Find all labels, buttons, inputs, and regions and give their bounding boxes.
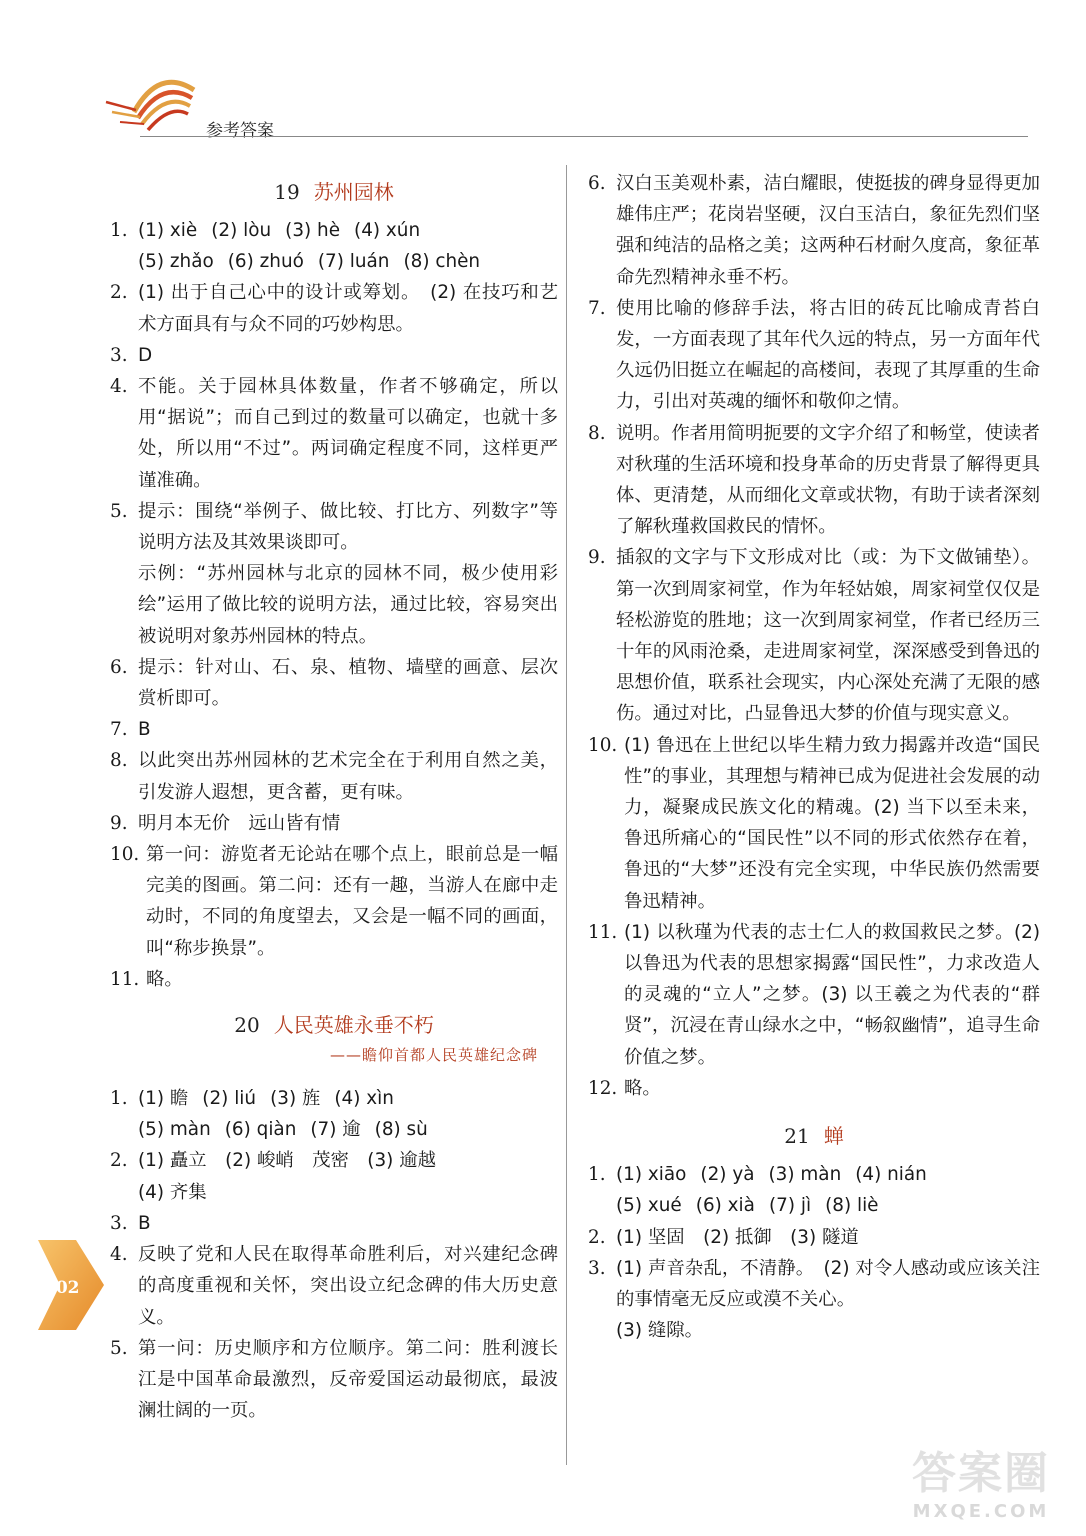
answer-item <box>110 1083 558 1145</box>
answer-number: 8. <box>588 422 606 444</box>
answer-number: 6. <box>588 173 606 194</box>
answer-text: B <box>138 719 151 741</box>
answer-number: 6. <box>110 656 128 678</box>
answer-number: 1. <box>110 220 128 241</box>
answer-item <box>110 1208 558 1239</box>
answer-text: B <box>138 1212 151 1234</box>
answer-item <box>588 730 1040 917</box>
pinyin-answer: (6) zhuó <box>227 251 304 273</box>
answer-number: 7. <box>588 297 606 319</box>
pinyin-answer: (5) màn <box>138 1119 211 1141</box>
answer-text: 不能。关于园林具体数量，作者不够确定，所以用“据说”；而自己到过的数量可以确定，也就十多处，所以用“不过”。两词确定程度不同，这样更严谨准确。 <box>138 376 558 491</box>
answer-number: 7. <box>110 719 128 741</box>
answer-text: 略。 <box>146 968 183 990</box>
answer-item <box>588 1222 1040 1253</box>
answer-text: 明月本无价 远山皆有情 <box>138 812 341 834</box>
section-subtitle: ——瞻仰首都人民英雄纪念碑 <box>329 1046 538 1065</box>
pinyin-answer: (1) xiè <box>138 220 198 241</box>
pinyin-answer: (3) 旌 <box>270 1088 321 1110</box>
answer-item <box>110 1239 558 1333</box>
section-name: 人民英雄永垂不朽 <box>273 1013 434 1038</box>
watermark-text: 答案圈 <box>912 1448 1050 1499</box>
answer-text: 说明。作者用简明扼要的文字介绍了和畅堂，使读者对秋瑾的生活环境和投身革命的历史背景了解得更具体、更清楚，从而细化文章或状物，有助于读者深刻了解秋瑾救国救民的情怀。 <box>616 422 1040 538</box>
answer-text: 反映了党和人民在取得革命胜利后，对兴建纪念碑的高度重视和关怀，突出设立纪念碑的伟大历史意义。 <box>138 1244 558 1328</box>
section-20-title <box>110 1009 558 1038</box>
answer-number: 11. <box>110 968 140 990</box>
answer-number: 4. <box>110 1244 128 1266</box>
answer-item <box>110 496 558 652</box>
pinyin-answer: (8) sù <box>374 1119 428 1141</box>
answer-number: 5. <box>110 500 128 522</box>
answer-item <box>588 1159 1040 1221</box>
pinyin-answer: (1) xiāo <box>616 1164 687 1186</box>
answer-example: 示例：“苏州园林与北京的园林不同，极少使用彩绘”运用了做比较的说明方法，通过比较，容易突出被说明对象苏州园林的特点。 <box>138 563 558 647</box>
answer-text-line: (4) 齐集 <box>138 1181 207 1203</box>
answer-item <box>110 371 558 496</box>
answer-item <box>110 964 558 995</box>
answer-text: (1) 以秋瑾为代表的志士仁人的救国救民之梦。(2) 以鲁迅为代表的思想家揭露“国民性”，力求改造人的灵魂的“立人”之梦。(3) 以王羲之为代表的“群贤”，沉浸在青山绿水之中，“畅叙幽情”，追寻生命价值之梦。 <box>624 921 1040 1068</box>
answer-item <box>588 917 1040 1073</box>
answer-number: 5. <box>110 1337 128 1359</box>
answer-text: 提示：针对山、石、泉、植物、墙壁的画意、层次赏析即可。 <box>138 656 558 710</box>
section-21-title <box>588 1120 1040 1149</box>
pinyin-row <box>138 1114 558 1145</box>
pinyin-answer: (4) xún <box>354 220 421 241</box>
answer-item <box>110 277 558 339</box>
pinyin-answer: (5) xué <box>616 1195 682 1217</box>
pinyin-answer: (3) màn <box>768 1164 842 1186</box>
header-logo-icon <box>104 72 204 142</box>
answer-number: 2. <box>110 1150 128 1172</box>
answer-item <box>110 745 558 807</box>
answer-item <box>588 168 1040 293</box>
answer-number: 9. <box>110 812 128 834</box>
answer-number: 8. <box>110 750 128 772</box>
page-number: 202 <box>44 1278 80 1298</box>
answer-item <box>588 418 1040 543</box>
answer-text: (1) 声音杂乱，不清静。 (2) 对令人感动或应该关注的事情毫无反应或漠不关心。 <box>616 1257 1040 1310</box>
pinyin-answer: (5) zhǎo <box>138 251 214 273</box>
pinyin-answer: (6) xià <box>695 1195 755 1217</box>
answer-item <box>110 340 558 371</box>
answer-number: 11. <box>588 921 618 943</box>
header-title: 参考答案 <box>206 121 274 141</box>
answer-item <box>588 542 1040 729</box>
pinyin-answer: (8) chèn <box>403 251 481 273</box>
answer-number: 4. <box>110 376 128 398</box>
answer-number: 3. <box>110 1212 128 1234</box>
header-rule <box>140 136 1028 137</box>
answer-text: (1) 矗立 (2) 峻峭 茂密 (3) 逾越 <box>138 1150 436 1172</box>
left-column <box>110 168 558 1426</box>
section-name: 苏州园林 <box>313 180 394 204</box>
pinyin-answer: (4) nián <box>855 1164 927 1186</box>
answer-text: 汉白玉美观朴素，洁白耀眼，使挺拔的碑身显得更加雄伟庄严；花岗岩坚硬，汉白玉洁白，象征先烈们坚强和纯洁的品格之美；这两种石材耐久度高，象征革命先烈精神永垂不朽。 <box>616 173 1040 288</box>
section-19-title <box>110 176 558 205</box>
answer-item <box>588 1073 1040 1104</box>
section-number: 21 <box>784 1124 810 1149</box>
pinyin-row <box>138 1083 558 1114</box>
pinyin-row <box>616 1190 1040 1221</box>
pinyin-answer: (8) liè <box>825 1195 879 1217</box>
pinyin-answer: (7) luán <box>317 251 390 273</box>
pinyin-row <box>616 1159 1040 1190</box>
answer-text: 使用比喻的修辞手法，将古旧的砖瓦比喻成青苔白发，一方面表现了其年代久远的特点，另一方面年代久远仍旧挺立在崛起的高楼间，表现了其厚重的生命力，引出对英魂的缅怀和敬仰之情。 <box>616 297 1040 413</box>
answer-number: 9. <box>588 547 606 569</box>
pinyin-row <box>138 215 558 246</box>
answer-number: 1. <box>110 1088 128 1110</box>
pinyin-answer: (3) hè <box>285 220 341 241</box>
section-name: 蝉 <box>823 1124 844 1149</box>
answer-text: (1) 出于自己心中的设计或筹划。 (2) 在技巧和艺术方面具有与众不同的巧妙构思。 <box>138 282 558 335</box>
pinyin-row <box>138 246 558 277</box>
pinyin-answer: (6) qiàn <box>224 1119 297 1141</box>
answer-number: 3. <box>588 1257 606 1279</box>
section-number: 20 <box>234 1013 260 1038</box>
answer-item <box>110 1333 558 1427</box>
answer-text-line: (3) 缝隙。 <box>616 1320 704 1342</box>
answer-number: 1. <box>588 1164 606 1186</box>
pinyin-answer: (7) jì <box>768 1195 812 1217</box>
pinyin-answer: (7) 逾 <box>310 1119 361 1141</box>
right-column <box>588 168 1040 1346</box>
answer-item <box>110 839 558 964</box>
answer-number: 10. <box>110 844 140 866</box>
answer-item <box>588 293 1040 418</box>
pinyin-answer: (4) xìn <box>334 1088 394 1110</box>
answer-text: (1) 鲁迅在上世纪以毕生精力致力揭露并改造“国民性”的事业，其理想与精神已成为促进社会发展的动力，凝聚成民族文化的精魂。(2) 当下以至未来，鲁迅所痛心的“国民性”以不同的形式依然存在着，鲁迅的“大梦”还没有完全实现，中华民族仍然需要鲁迅精神。 <box>624 734 1040 912</box>
answer-item <box>110 808 558 839</box>
answer-text: 插叙的文字与下文形成对比（或：为下文做铺垫）。第一次到周家祠堂，作为年轻姑娘，周家祠堂仅仅是轻松游览的胜地；这一次到周家祠堂，作者已经历三十年的风雨沧桑，走进周家祠堂，深深感受到鲁迅的思想价值，联系社会现实，内心深处充满了无限的感伤。通过对比，凸显鲁迅大梦的价值与现实意义。 <box>616 547 1040 725</box>
answer-text: 第一问：游览者无论站在哪个点上，眼前总是一幅完美的图画。第二问：还有一趣，当游人在廊中走动时，不同的角度望去，又会是一幅不同的画面，叫“称步换景”。 <box>146 844 558 959</box>
answer-item <box>110 714 558 745</box>
section-number: 19 <box>274 180 300 204</box>
answer-text: 第一问：历史顺序和方位顺序。第二问：胜利渡长江是中国革命最激烈，反帝爱国运动最彻底，最波澜壮阔的一页。 <box>138 1337 558 1422</box>
watermark <box>912 1437 1050 1522</box>
answer-number: 2. <box>588 1226 606 1248</box>
answer-item <box>588 1253 1040 1347</box>
pinyin-answer: (1) 瞻 <box>138 1088 189 1110</box>
answer-item <box>110 652 558 714</box>
answer-number: 2. <box>110 282 128 304</box>
answer-text: 提示：围绕“举例子、做比较、打比方、列数字”等说明方法及其效果谈即可。 <box>138 500 558 554</box>
answer-item <box>110 215 558 277</box>
answer-text: (1) 坚固 (2) 抵御 (3) 隧道 <box>616 1226 859 1248</box>
answer-text: D <box>138 344 153 366</box>
pinyin-answer: (2) lòu <box>211 220 272 241</box>
answer-number: 10. <box>588 734 618 756</box>
pinyin-answer: (2) liú <box>202 1088 257 1110</box>
answer-number: 12. <box>588 1077 618 1099</box>
answer-number: 3. <box>110 344 128 366</box>
answer-item <box>110 1145 558 1207</box>
column-divider <box>566 165 567 1465</box>
answer-text: 略。 <box>624 1077 661 1099</box>
watermark-url: MXQE.COM <box>912 1501 1050 1522</box>
pinyin-answer: (2) yà <box>700 1164 755 1186</box>
answer-text: 以此突出苏州园林的艺术完全在于利用自然之美，引发游人遐想，更含蓄，更有味。 <box>138 750 558 803</box>
